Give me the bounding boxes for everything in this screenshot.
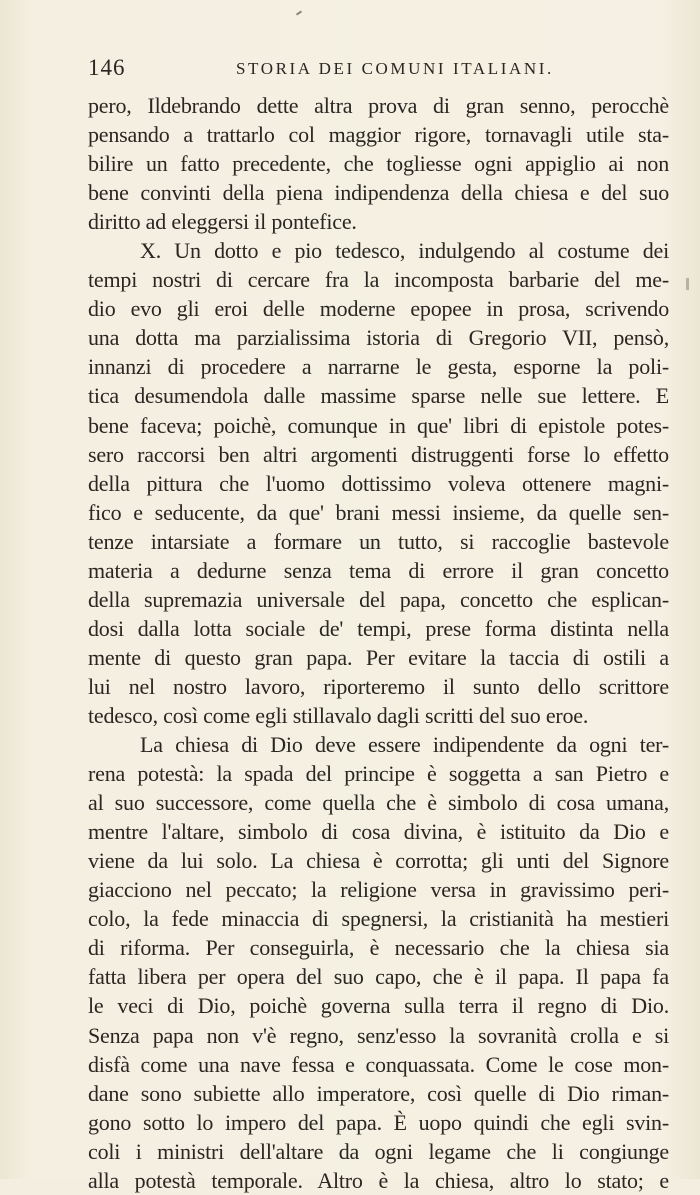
text-line: alla potestà temporale. Altro è la chiesa, altro lo stato; e	[88, 1167, 669, 1193]
ink-mark	[296, 10, 302, 15]
text-line: gono sotto lo impero del papa. È uopo quindi che egli svin-	[88, 1109, 669, 1135]
text-line: disfà come una nave fessa e conquassata. Come le cose mon-	[88, 1051, 669, 1077]
text-line: bene convinti della piena indipendenza della chiesa e del suo	[88, 180, 669, 206]
text-line: della pittura che l'uomo dottissimo voleva ottenere magni-	[88, 470, 669, 496]
text-line: tenze intarsiate a formare un tutto, si raccoglie bastevole	[88, 528, 669, 554]
text-line: coli i ministri dell'altare da ogni legame che li congiunge	[88, 1138, 669, 1164]
text-line: pensando a trattarlo col maggior rigore, tornavagli utile sta-	[88, 122, 669, 148]
text-line: X. Un dotto e pio tedesco, indulgendo al costume dei	[140, 238, 669, 264]
text-line: al suo successore, come quella che è simbolo di cosa umana,	[88, 790, 669, 816]
text-line: innanzi di procedere a narrarne le gesta, esporne la poli-	[88, 354, 669, 380]
text-line: tica desumendola dalle massime sparse nelle sue lettere. E	[88, 383, 669, 409]
text-line: tempi nostri di cercare fra la incomposta barbarie del me-	[88, 267, 669, 293]
text-line: fico e seducente, da que' brani messi insieme, da quelle sen-	[88, 499, 669, 525]
text-line: dane sono subiette allo imperatore, così quelle di Dio riman-	[88, 1080, 669, 1106]
text-line: sero raccorsi ben altri argomenti distruggenti forse lo effetto	[88, 441, 669, 467]
text-line: diritto ad eleggersi il pontefice.	[88, 209, 357, 235]
text-line: tedesco, così come egli stillavalo dagli scritti del suo eroe.	[88, 702, 589, 728]
page-number: 146	[88, 55, 126, 80]
page-header	[88, 55, 670, 85]
text-line: di riforma. Per conseguirla, è necessario che la chiesa sia	[88, 935, 669, 961]
text-line: mente di questo gran papa. Per evitare la taccia di ostili a	[88, 644, 669, 670]
text-line: lui nel nostro lavoro, riporteremo il sunto dello scrittore	[88, 673, 669, 699]
text-line: dio evo gli eroi delle moderne epopee in prosa, scrivendo	[88, 296, 669, 322]
text-line: fatta libera per opera del suo capo, che è il papa. Il papa fa	[88, 964, 669, 990]
text-line: le veci di Dio, poichè governa sulla terra il regno di Dio.	[88, 993, 669, 1019]
text-line: materia a dedurne senza tema di errore il gran concetto	[88, 557, 669, 583]
text-line: dosi dalla lotta sociale de' tempi, prese forma distinta nella	[88, 615, 669, 641]
text-line: colo, la fede minaccia di spegnersi, la cristianità ha mestieri	[88, 906, 669, 932]
text-line: La chiesa di Dio deve essere indipendente da ogni ter-	[140, 732, 669, 758]
text-line: rena potestà: la spada del principe è soggetta a san Pietro e	[88, 761, 669, 787]
text-line: mentre l'altare, simbolo di cosa divina, è istituito da Dio e	[88, 819, 669, 845]
text-line: Senza papa non v'è regno, senz'esso la sovranità crolla e si	[88, 1022, 669, 1048]
edge-mark	[686, 278, 689, 290]
text-line: bene faceva; poichè, comunque in que' libri di epistole potes-	[88, 412, 669, 438]
text-line: giacciono nel peccato; la religione versa in gravissimo peri-	[88, 877, 669, 903]
text-line: una dotta ma parzialissima istoria di Gregorio VII, pensò,	[88, 325, 669, 351]
body-text	[88, 91, 669, 1195]
text-line: viene da lui solo. La chiesa è corrotta; gli unti del Signore	[88, 848, 669, 874]
running-title: STORIA DEI COMUNI ITALIANI.	[236, 59, 554, 78]
text-line: pero, Ildebrando dette altra prova di gran senno, perocchè	[88, 93, 669, 118]
text-line: bilire un fatto precedente, che togliesse ogni appiglio ai non	[88, 151, 669, 177]
text-line: della supremazia universale del papa, concetto che esplican-	[88, 586, 669, 612]
